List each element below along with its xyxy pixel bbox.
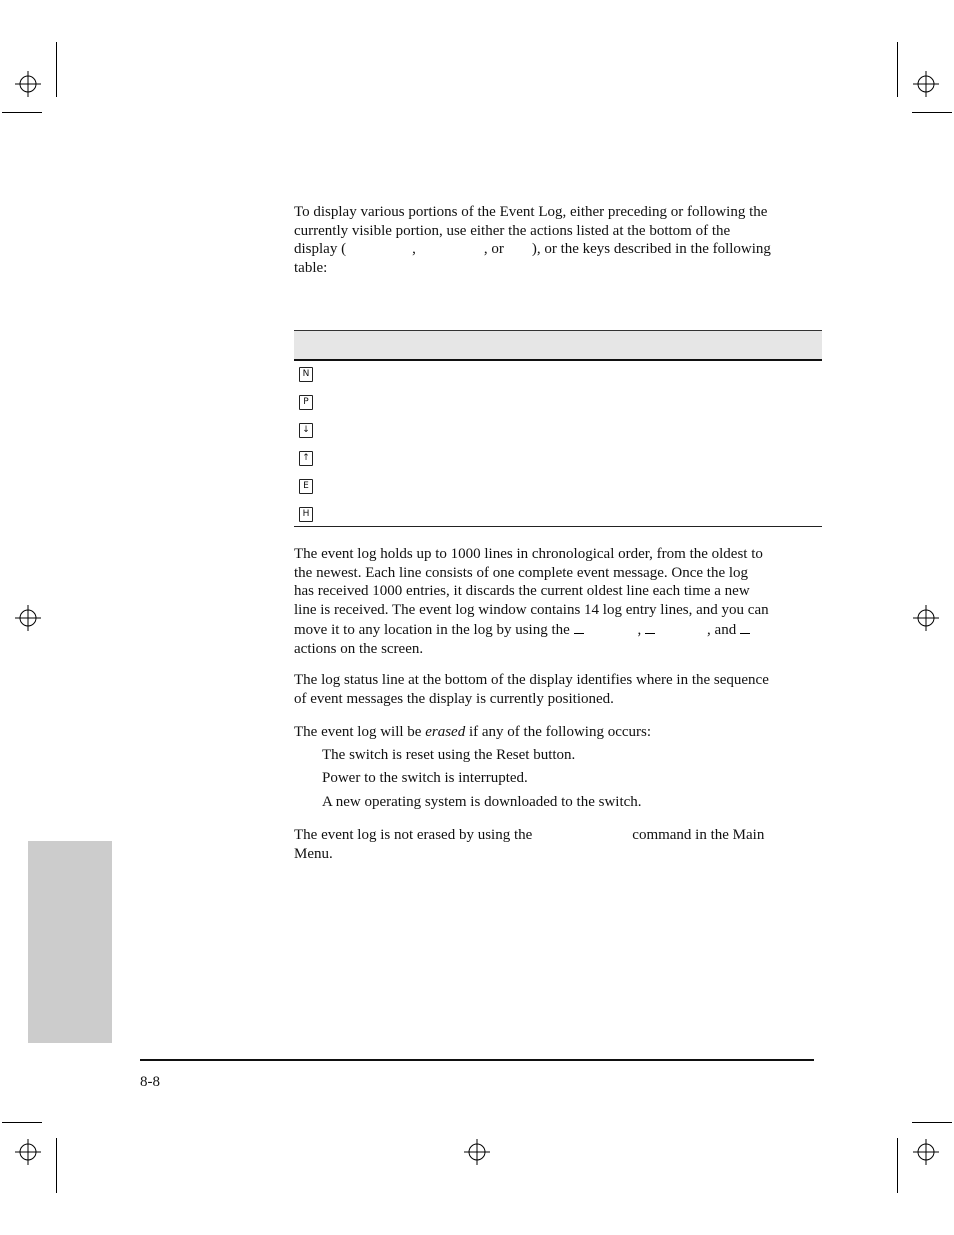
intro-paragraph — [294, 203, 814, 277]
key-h-icon: H — [299, 507, 313, 522]
intro-line: To display various portions of the Event Log, either preceding or following the — [294, 204, 768, 220]
key-p-icon: P — [299, 395, 313, 410]
list-item: A new operating system is downloaded to the switch. — [322, 794, 642, 810]
paragraph-line: has received 1000 entries, it discards the current oldest line each time a new — [294, 583, 750, 600]
chapter-side-tab — [28, 841, 112, 1043]
crop-mark — [912, 1122, 952, 1123]
erase-conditions-lead: The event log will be erased if any of the following occurs: — [294, 724, 652, 740]
paragraph-line: move it to any location in the log by using the , , and — [294, 619, 814, 640]
key-up-arrow-icon: ↑ — [299, 451, 313, 466]
key-table-bottom-rule — [294, 526, 822, 527]
paragraph-line: actions on the screen. — [294, 640, 424, 657]
paragraph-line: of event messages the display is currently positioned. — [294, 690, 614, 707]
key-table-header — [294, 330, 822, 361]
event-log-paragraph — [294, 545, 814, 659]
intro-line: display ( , , or ), or the keys described in the following — [294, 241, 771, 258]
registration-mark-icon — [15, 605, 41, 631]
paragraph-line: the newest. Each line consists of one complete event message. Once the log — [294, 564, 749, 581]
key-e-icon: E — [299, 479, 313, 494]
registration-mark-icon — [15, 71, 41, 97]
intro-line: table: — [294, 259, 328, 276]
registration-mark-icon — [913, 1139, 939, 1165]
crop-mark — [2, 112, 42, 113]
not-erased-paragraph — [294, 826, 814, 863]
list-item: The switch is reset using the Reset button. — [322, 747, 576, 763]
paragraph-line: line is received. The event log window contains 14 log entry lines, and you can — [294, 601, 769, 618]
intro-line: currently visible portion, use either the actions listed at the bottom of the — [294, 222, 731, 239]
key-down-arrow-icon: ↓ — [299, 423, 313, 438]
registration-mark-icon — [15, 1139, 41, 1165]
paragraph-line: The event log holds up to 1000 lines in chronological order, from the oldest to — [294, 546, 763, 562]
crop-mark — [897, 1138, 898, 1193]
registration-mark-icon — [464, 1139, 490, 1165]
registration-mark-icon — [913, 605, 939, 631]
crop-mark — [897, 42, 898, 97]
paragraph-line: The log status line at the bottom of the display identifies where in the sequence — [294, 672, 769, 688]
crop-mark — [56, 1138, 57, 1193]
footer-rule — [140, 1059, 814, 1061]
crop-mark — [56, 42, 57, 97]
list-item: Power to the switch is interrupted. — [322, 770, 528, 786]
crop-mark — [912, 112, 952, 113]
crop-mark — [2, 1122, 42, 1123]
paragraph-line: The event log is not erased by using the command in the Main — [294, 827, 765, 843]
registration-mark-icon — [913, 71, 939, 97]
log-status-paragraph — [294, 671, 814, 708]
paragraph-line: Menu. — [294, 845, 333, 862]
page-number: 8-8 — [140, 1074, 160, 1090]
key-n-icon: N — [299, 367, 313, 382]
